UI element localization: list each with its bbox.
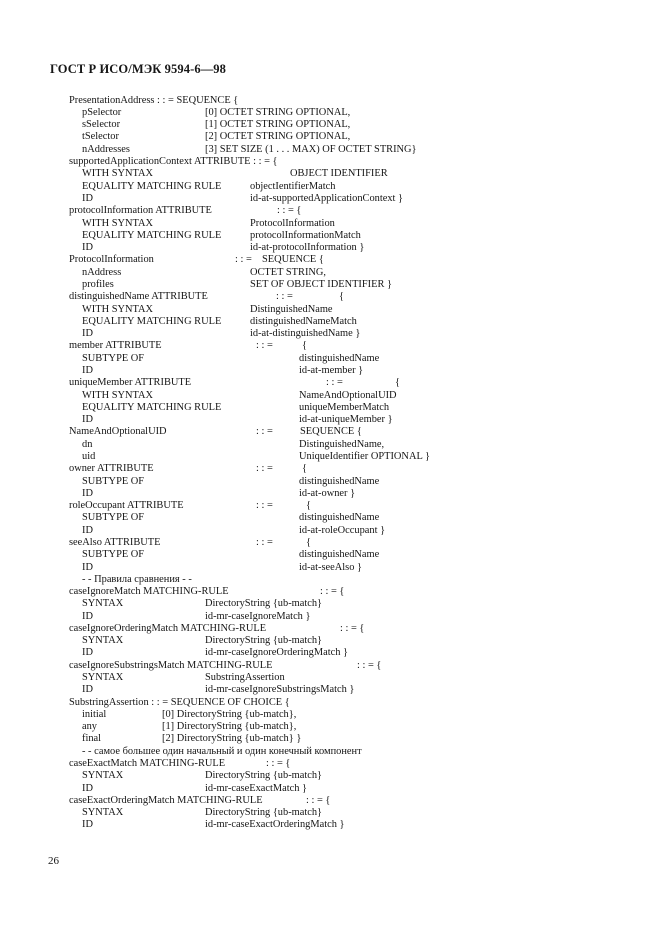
- code-token: OCTET STRING,: [250, 267, 327, 278]
- code-token: EQUALITY MATCHING RULE: [82, 402, 222, 413]
- code-token: ID: [82, 562, 93, 573]
- code-token: NameAndOptionalUID: [69, 426, 167, 437]
- code-token: - - самое большее один начальный и один конечный компонент: [82, 746, 362, 757]
- code-token: nAddresses: [82, 144, 130, 155]
- code-token: dn: [82, 439, 93, 450]
- code-token: id-at-distinguishedName }: [250, 328, 361, 339]
- code-token: : : =: [256, 340, 273, 351]
- code-token: SYNTAX: [82, 598, 124, 609]
- code-token: : : = {: [357, 660, 382, 671]
- code-token: : : =: [326, 377, 343, 388]
- code-token: [2] DirectoryString {ub-match} }: [162, 733, 302, 744]
- code-token: : : =: [256, 426, 273, 437]
- code-token: [1] OCTET STRING OPTIONAL,: [205, 119, 351, 130]
- code-token: EQUALITY MATCHING RULE: [82, 230, 222, 241]
- code-token: SUBTYPE OF: [82, 512, 145, 523]
- standard-header: ГОСТ Р ИСО/МЭК 9594-6—98: [50, 62, 226, 76]
- code-token: id-at-owner }: [299, 488, 356, 499]
- code-token: SEQUENCE {: [262, 254, 324, 265]
- code-token: [1] DirectoryString {ub-match},: [162, 721, 297, 732]
- code-token: SUBTYPE OF: [82, 549, 145, 560]
- code-token: id-mr-caseIgnoreMatch }: [205, 611, 311, 622]
- code-token: [3] SET SIZE (1 . . . MAX) OF OCTET STRING}: [205, 144, 417, 155]
- code-token: id-mr-caseExactOrderingMatch }: [205, 819, 345, 830]
- code-token: id-mr-caseIgnoreSubstringsMatch }: [205, 684, 355, 695]
- code-token: : : =: [256, 537, 273, 548]
- code-token: SubstringAssertion: [205, 672, 285, 683]
- code-token: owner ATTRIBUTE: [69, 463, 154, 474]
- code-token: {: [395, 377, 400, 388]
- code-token: ID: [82, 365, 93, 376]
- code-token: distinguishedName: [299, 353, 380, 364]
- code-token: ID: [82, 647, 93, 658]
- code-token: objectIentifierMatch: [250, 181, 336, 192]
- code-token: WITH SYNTAX: [82, 218, 154, 229]
- code-token: OBJECT IDENTIFIER: [290, 168, 388, 179]
- code-token: DirectoryString {ub-match}: [205, 807, 323, 818]
- code-token: DistinguishedName: [250, 304, 333, 315]
- code-token: {: [306, 500, 311, 511]
- code-token: EQUALITY MATCHING RULE: [82, 316, 222, 327]
- code-token: [0] DirectoryString {ub-match},: [162, 709, 297, 720]
- code-token: EQUALITY MATCHING RULE: [82, 181, 222, 192]
- code-token: : : = {: [266, 758, 291, 769]
- code-token: ID: [82, 819, 93, 830]
- code-token: SEQUENCE {: [300, 426, 362, 437]
- code-token: id-at-member }: [299, 365, 364, 376]
- code-token: - - Правила сравнения - -: [82, 574, 192, 585]
- code-token: WITH SYNTAX: [82, 390, 154, 401]
- code-token: {: [306, 537, 311, 548]
- code-token: NameAndOptionalUID: [299, 390, 397, 401]
- code-token: id-mr-caseExactMatch }: [205, 783, 307, 794]
- code-token: : : =: [256, 500, 273, 511]
- code-token: sSelector: [82, 119, 121, 130]
- code-token: ProtocolInformation: [250, 218, 335, 229]
- code-token: ID: [82, 684, 93, 695]
- code-token: caseExactOrderingMatch MATCHING-RULE: [69, 795, 263, 806]
- code-token: ID: [82, 414, 93, 425]
- code-token: ID: [82, 242, 93, 253]
- code-token: distinguishedName ATTRIBUTE: [69, 291, 208, 302]
- code-token: id-at-supportedApplicationContext }: [250, 193, 404, 204]
- code-token: distinguishedNameMatch: [250, 316, 357, 327]
- code-token: : : =: [256, 463, 273, 474]
- code-token: : : =: [276, 291, 293, 302]
- code-token: WITH SYNTAX: [82, 168, 154, 179]
- page-number: 26: [48, 855, 59, 867]
- code-token: : : = {: [306, 795, 331, 806]
- code-token: SYNTAX: [82, 672, 124, 683]
- code-token: id-at-roleOccupant }: [299, 525, 386, 536]
- code-token: profiles: [82, 279, 114, 290]
- code-token: initial: [82, 709, 107, 720]
- code-token: seeAlso ATTRIBUTE: [69, 537, 161, 548]
- code-token: protocolInformation ATTRIBUTE: [69, 205, 212, 216]
- code-token: {: [302, 463, 307, 474]
- code-token: WITH SYNTAX: [82, 304, 154, 315]
- code-token: ID: [82, 328, 93, 339]
- code-token: {: [339, 291, 344, 302]
- code-token: pSelector: [82, 107, 122, 118]
- code-token: caseIgnoreSubstringsMatch MATCHING-RULE: [69, 660, 273, 671]
- code-token: uniqueMemberMatch: [299, 402, 390, 413]
- code-token: SUBTYPE OF: [82, 476, 145, 487]
- code-token: supportedApplicationContext ATTRIBUTE : : = {: [69, 156, 278, 167]
- code-token: final: [82, 733, 102, 744]
- code-token: ID: [82, 193, 93, 204]
- code-token: SYNTAX: [82, 807, 124, 818]
- code-token: distinguishedName: [299, 512, 380, 523]
- code-token: roleOccupant ATTRIBUTE: [69, 500, 184, 511]
- code-token: uid: [82, 451, 96, 462]
- code-token: : : = {: [340, 623, 365, 634]
- code-token: protocolInformationMatch: [250, 230, 361, 241]
- code-token: ID: [82, 525, 93, 536]
- code-token: [2] OCTET STRING OPTIONAL,: [205, 131, 351, 142]
- code-token: PresentationAddress : : = SEQUENCE {: [69, 95, 239, 106]
- code-token: UniqueIdentifier OPTIONAL }: [299, 451, 430, 462]
- code-token: DirectoryString {ub-match}: [205, 770, 323, 781]
- code-token: DirectoryString {ub-match}: [205, 635, 323, 646]
- code-token: id-mr-caseIgnoreOrderingMatch }: [205, 647, 348, 658]
- code-token: uniqueMember ATTRIBUTE: [69, 377, 192, 388]
- code-token: : : = {: [277, 205, 302, 216]
- code-token: caseExactMatch MATCHING-RULE: [69, 758, 226, 769]
- code-token: member ATTRIBUTE: [69, 340, 162, 351]
- code-token: distinguishedName: [299, 476, 380, 487]
- code-token: ID: [82, 611, 93, 622]
- code-token: distinguishedName: [299, 549, 380, 560]
- code-token: SYNTAX: [82, 770, 124, 781]
- code-token: : : =: [235, 254, 252, 265]
- code-token: caseIgnoreOrderingMatch MATCHING-RULE: [69, 623, 267, 634]
- code-token: : : = {: [320, 586, 345, 597]
- code-token: tSelector: [82, 131, 119, 142]
- code-token: SYNTAX: [82, 635, 124, 646]
- code-token: DistinguishedName,: [299, 439, 385, 450]
- code-token: SUBTYPE OF: [82, 353, 145, 364]
- code-token: id-at-seeAlso }: [299, 562, 362, 573]
- code-token: nAddress: [82, 267, 122, 278]
- code-token: {: [302, 340, 307, 351]
- code-token: [0] OCTET STRING OPTIONAL,: [205, 107, 351, 118]
- code-token: id-at-uniqueMember }: [299, 414, 393, 425]
- code-token: DirectoryString {ub-match}: [205, 598, 323, 609]
- code-token: id-at-protocolInformation }: [250, 242, 365, 253]
- code-token: ProtocolInformation: [69, 254, 154, 265]
- code-token: ID: [82, 783, 93, 794]
- code-token: SubstringAssertion : : = SEQUENCE OF CHOICE {: [69, 697, 290, 708]
- code-token: SET OF OBJECT IDENTIFIER }: [250, 279, 392, 290]
- code-token: caseIgnoreMatch MATCHING-RULE: [69, 586, 229, 597]
- code-token: any: [82, 721, 98, 732]
- code-token: ID: [82, 488, 93, 499]
